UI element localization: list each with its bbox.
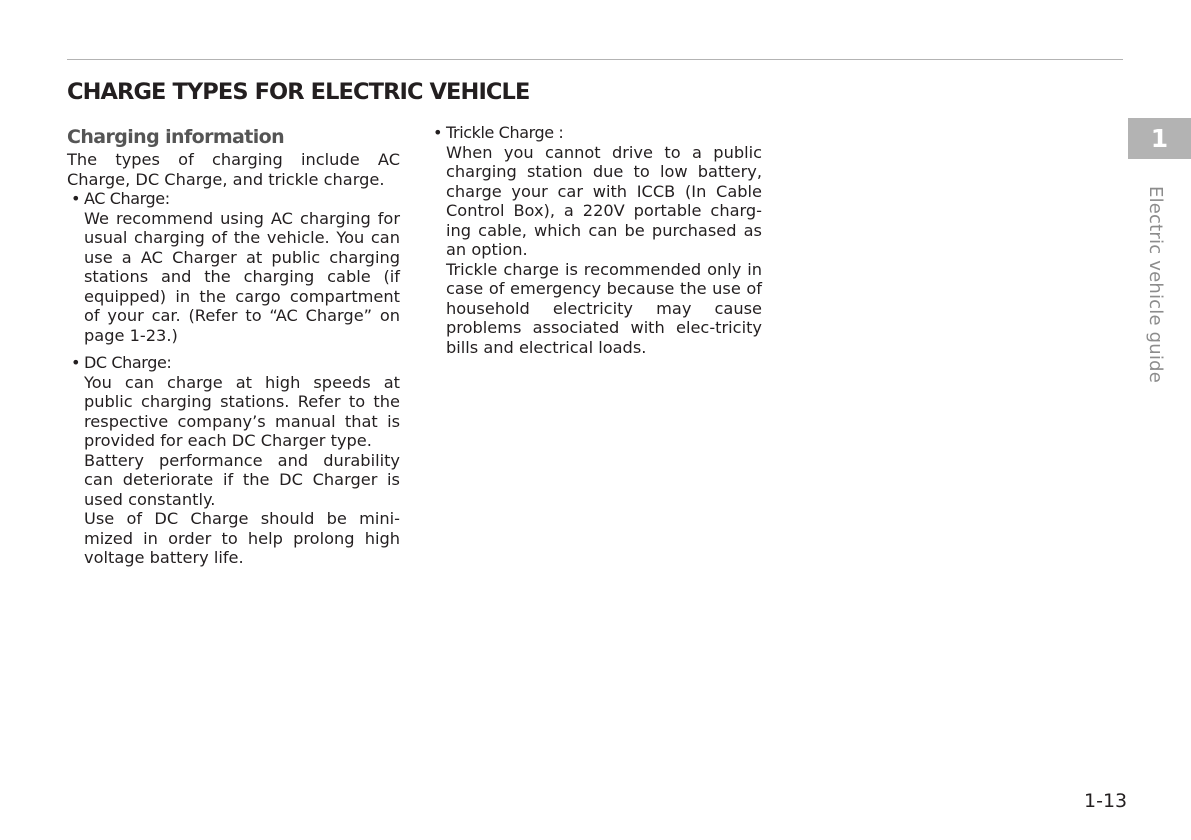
page-number: 1-13 [1084, 790, 1128, 812]
dc-charge-item [67, 353, 400, 568]
section-heading: Charging information [67, 126, 285, 148]
dc-charge-label: DC Charge: [84, 353, 172, 372]
bullet-icon: • [71, 189, 81, 208]
right-column [429, 123, 762, 357]
chapter-tab: 1 [1128, 118, 1191, 159]
dc-charge-text-1: You can charge at high speeds at public charging stations. Refer to the respective company’s manual that is provided for each DC Charger type. [84, 372, 400, 450]
dc-charge-text-2: Battery performance and durability can deteriorate if the DC Charger is used constantly. [84, 450, 400, 509]
chapter-side-label: Electric vehicle guide [1145, 186, 1166, 383]
trickle-charge-text-2: Trickle charge is recommended only in case of emergency because the use of household electricity may cause problems associated with elec-tricity bills and electrical loads. [446, 259, 762, 357]
trickle-charge-item [429, 123, 762, 357]
bullet-icon: • [433, 123, 443, 142]
ac-charge-label: AC Charge: [84, 189, 170, 208]
trickle-charge-text-1: When you cannot drive to a public charging station due to low battery, charge your car with ICCB (In Cable Control Box), a 220V portable charg-ing cable, which can be purchased as an option. [446, 142, 762, 259]
ac-charge-item [67, 189, 400, 345]
ac-charge-text: We recommend using AC charging for usual charging of the vehicle. You can use a AC Charger at public charging stations and the charging cable (if equipped) in the cargo compartment of your car. (Refer to “AC Charge” on page 1-23.) [84, 208, 400, 345]
intro-paragraph: The types of charging include AC Charge, DC Charge, and trickle charge. [67, 150, 400, 189]
left-column [67, 125, 400, 568]
page-title: CHARGE TYPES FOR ELECTRIC VEHICLE [67, 79, 530, 105]
header-rule [67, 59, 1123, 60]
bullet-icon: • [71, 353, 81, 372]
dc-charge-text-3: Use of DC Charge should be mini-mized in order to help prolong high voltage battery life. [84, 509, 400, 567]
trickle-charge-label: Trickle Charge : [446, 123, 564, 142]
